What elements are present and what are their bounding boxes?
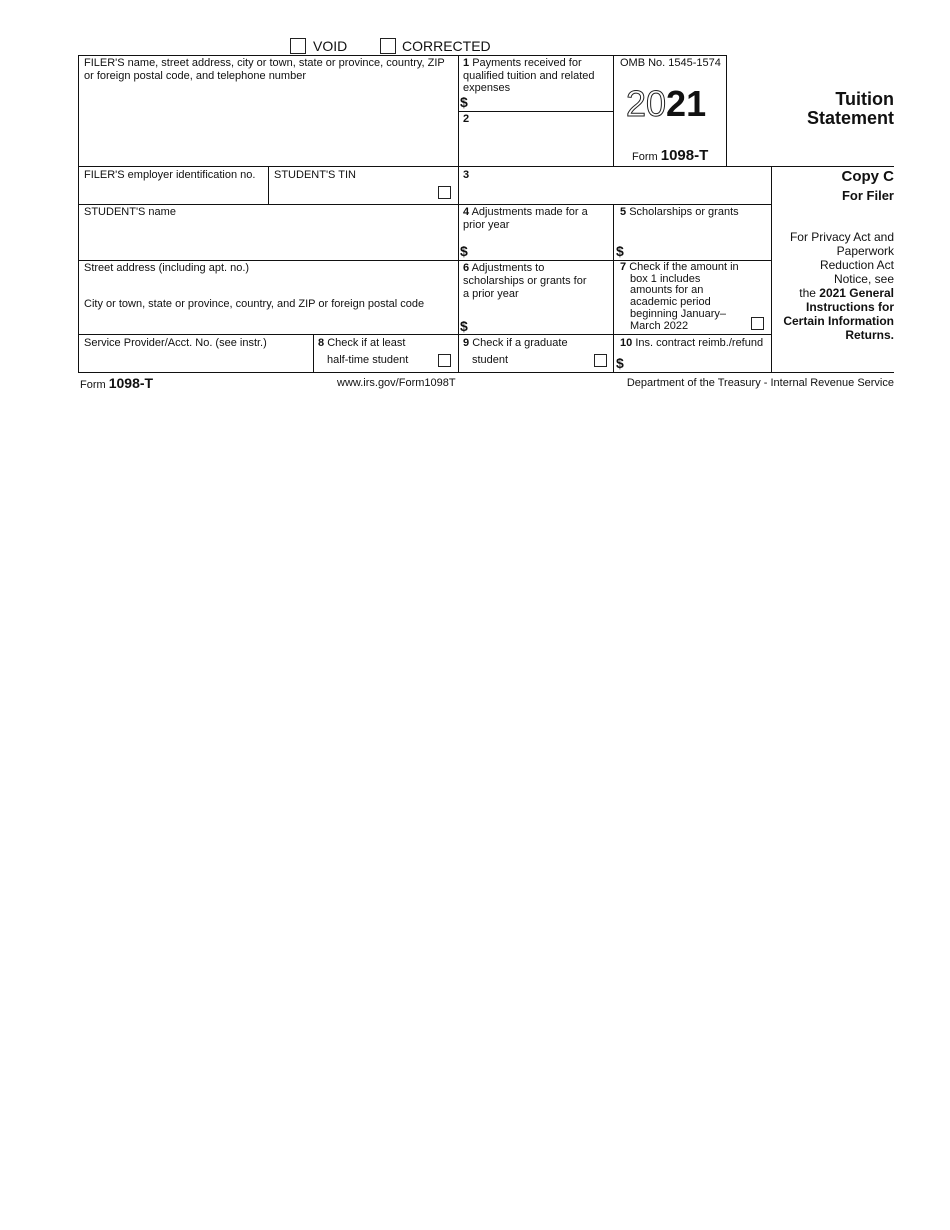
void-label: VOID bbox=[313, 38, 348, 54]
street-address-label: Street address (including apt. no.) bbox=[84, 262, 250, 274]
form-title-line2: Statement bbox=[806, 108, 894, 128]
box10-number: 10 bbox=[620, 337, 633, 349]
form-title-line1: Tuition bbox=[835, 89, 894, 109]
box6-number: 6 bbox=[463, 262, 470, 274]
footer-form-prefix: Form bbox=[80, 379, 106, 391]
col-line-box5-left bbox=[613, 204, 614, 372]
box10-label bbox=[620, 337, 763, 350]
box6-text: Adjustments to scholarships or grants for a prior year bbox=[463, 262, 587, 300]
box5-dollar: $ bbox=[616, 243, 624, 259]
col-line-omb-right bbox=[726, 55, 727, 166]
box1-text: Payments received for qualified tuition and related expenses bbox=[463, 57, 595, 94]
box9-line1: Check if a graduate bbox=[472, 337, 568, 349]
box7-line2: box 1 includes bbox=[630, 272, 701, 285]
col-line-tin bbox=[268, 166, 269, 204]
box10-text: Ins. contract reimb./refund bbox=[635, 337, 764, 349]
box5-label bbox=[620, 206, 739, 219]
box7-line3: amounts for an bbox=[630, 284, 704, 297]
box9-checkbox[interactable] bbox=[594, 354, 607, 367]
box5-number: 5 bbox=[620, 206, 627, 218]
box4-dollar: $ bbox=[460, 243, 468, 259]
box7-number: 7 bbox=[620, 261, 627, 273]
col-line-omb-left bbox=[613, 55, 614, 166]
box4-number: 4 bbox=[463, 206, 470, 218]
box1-dollar: $ bbox=[460, 94, 468, 110]
tax-year-bold: 21 bbox=[666, 83, 707, 124]
omb-form-name bbox=[632, 147, 708, 164]
box9-label bbox=[463, 337, 568, 350]
box8-checkbox[interactable] bbox=[438, 354, 451, 367]
tax-year-outline: 20 bbox=[626, 83, 667, 124]
row-line-2 bbox=[78, 204, 771, 205]
privacy-line1: For Privacy Act and bbox=[789, 230, 894, 244]
privacy-notice bbox=[775, 230, 894, 342]
box6-dollar: $ bbox=[460, 318, 468, 334]
service-provider-label: Service Provider/Acct. No. (see instr.) bbox=[84, 337, 267, 349]
box7-line1: Check if the amount in bbox=[629, 261, 739, 273]
form-title bbox=[730, 90, 894, 128]
privacy-line6: Instructions for bbox=[805, 300, 894, 314]
box7-line5: beginning January– bbox=[630, 307, 727, 320]
col-line-box8 bbox=[313, 334, 314, 372]
corrected-checkbox[interactable] bbox=[380, 38, 396, 54]
box7-label bbox=[620, 262, 739, 332]
void-checkbox[interactable] bbox=[290, 38, 306, 54]
copy-subtitle: For Filer bbox=[841, 188, 894, 203]
tax-year bbox=[626, 84, 706, 124]
footer-department: Department of the Treasury - Internal Revenue Service bbox=[626, 377, 894, 389]
footer-form-name bbox=[80, 375, 153, 391]
box8-line2: half-time student bbox=[327, 354, 409, 366]
box3-number: 3 bbox=[463, 169, 470, 181]
box7-checkbox[interactable] bbox=[751, 317, 764, 330]
copy-title: Copy C bbox=[841, 168, 894, 185]
box9-number: 9 bbox=[463, 337, 470, 349]
box8-line1: Check if at least bbox=[327, 337, 406, 349]
privacy-line8: Returns. bbox=[845, 328, 894, 342]
form-top-border bbox=[78, 55, 726, 56]
privacy-line4: Notice, see bbox=[833, 272, 894, 286]
privacy-line7: Certain Information bbox=[783, 314, 894, 328]
col-line-right-panel bbox=[771, 166, 772, 372]
box2-number: 2 bbox=[463, 113, 470, 125]
corrected-label: CORRECTED bbox=[402, 38, 491, 54]
filer-ein-label: FILER'S employer identification no. bbox=[84, 169, 256, 181]
box7-line6: March 2022 bbox=[630, 319, 689, 332]
form-bottom-border bbox=[78, 372, 894, 373]
box1-label bbox=[463, 57, 609, 95]
box4-text: Adjustments made for a prior year bbox=[463, 206, 588, 231]
box7-line4: academic period bbox=[630, 296, 711, 309]
box8-number: 8 bbox=[318, 337, 325, 349]
omb-form-prefix: Form bbox=[632, 151, 658, 163]
privacy-line5 bbox=[775, 286, 894, 300]
filer-info-label: FILER'S name, street address, city or town, state or province, country, ZIP or foreign postal code, and telephone number bbox=[84, 57, 445, 82]
box8-label bbox=[318, 337, 405, 350]
footer-form-number: 1098-T bbox=[108, 375, 154, 391]
privacy-line2: Paperwork bbox=[836, 244, 894, 258]
box6-label bbox=[463, 262, 588, 301]
row-line-4 bbox=[78, 334, 771, 335]
box5-text: Scholarships or grants bbox=[629, 206, 739, 218]
omb-form-number: 1098-T bbox=[660, 147, 709, 164]
student-name-label: STUDENT'S name bbox=[84, 206, 176, 218]
student-tin-label: STUDENT'S TIN bbox=[274, 169, 356, 181]
privacy-line3: Reduction Act bbox=[819, 258, 894, 272]
box9-line2: student bbox=[472, 354, 509, 366]
box1-box2-divider bbox=[458, 111, 613, 112]
footer-url[interactable]: www.irs.gov/Form1098T bbox=[337, 377, 456, 389]
omb-number: OMB No. 1545-1574 bbox=[620, 57, 721, 69]
privacy-line5-pre: the bbox=[799, 286, 816, 300]
city-label: City or town, state or province, country, and ZIP or foreign postal code bbox=[84, 298, 425, 310]
form-left-border bbox=[78, 55, 79, 372]
student-tin-checkbox[interactable] bbox=[438, 186, 451, 199]
box1-number: 1 bbox=[463, 57, 470, 69]
privacy-line5-bold: 2021 General bbox=[819, 286, 894, 300]
box10-dollar: $ bbox=[616, 355, 624, 371]
box4-label bbox=[463, 206, 605, 232]
col-line-middle bbox=[458, 55, 459, 372]
